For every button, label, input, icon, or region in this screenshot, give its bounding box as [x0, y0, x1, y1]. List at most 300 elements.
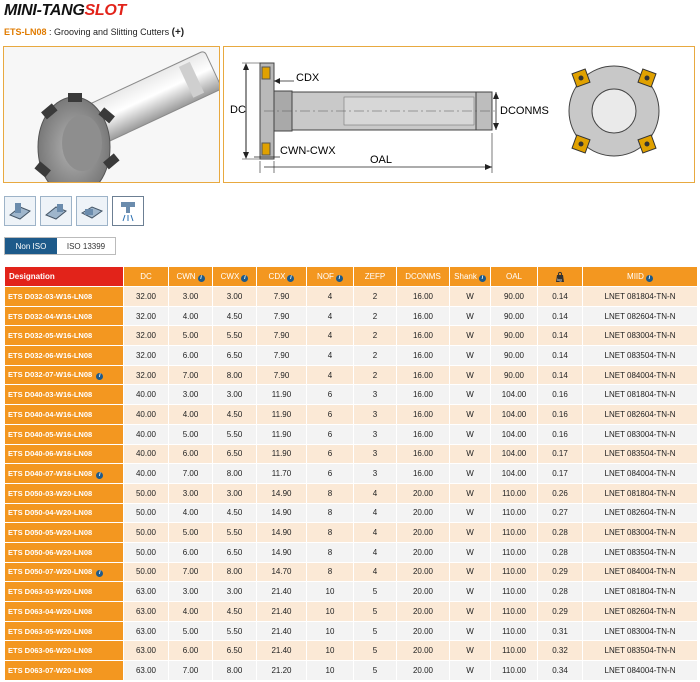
table-cell: 4.00 — [169, 602, 213, 622]
brand-part1: MINI-TANG — [4, 2, 85, 19]
table-cell: 6.00 — [169, 346, 213, 366]
table-cell: W — [450, 444, 491, 464]
table-cell: 5 — [354, 602, 397, 622]
table-cell: 16.00 — [397, 385, 450, 405]
table-cell: 32.00 — [124, 326, 169, 346]
info-icon[interactable]: i — [479, 275, 486, 282]
table-cell: 104.00 — [491, 424, 538, 444]
table-cell: 14.90 — [257, 542, 307, 562]
brand-part2: SLOT — [84, 2, 127, 19]
designation-text[interactable]: ETS D032-07-W16-LN08 — [8, 370, 93, 380]
designation-cell — [5, 306, 124, 326]
table-cell: W — [450, 523, 491, 543]
table-cell: 0.16 — [538, 405, 583, 425]
designation-text[interactable]: ETS D050-06-W20-LN08 — [8, 547, 93, 557]
table-row[interactable] — [5, 424, 698, 444]
table-cell: 10 — [307, 661, 354, 681]
table-cell: 8.00 — [213, 464, 257, 484]
coolant-icon[interactable] — [112, 196, 144, 226]
table-cell: 6 — [307, 405, 354, 425]
table-cell: 63.00 — [124, 582, 169, 602]
table-cell: 50.00 — [124, 542, 169, 562]
table-cell: 63.00 — [124, 621, 169, 641]
cdx-label: CDX — [296, 72, 320, 84]
info-icon[interactable]: i — [336, 275, 343, 282]
spec-table — [4, 266, 698, 681]
table-row[interactable] — [5, 346, 698, 366]
designation-cell — [5, 326, 124, 346]
table-cell: 5.50 — [213, 621, 257, 641]
table-row[interactable] — [5, 444, 698, 464]
designation-text[interactable]: ETS D050-07-W20-LN08 — [8, 566, 93, 576]
info-icon[interactable]: i — [287, 275, 294, 282]
table-cell: LNET 084004-TN-N — [583, 562, 698, 582]
table-cell: 40.00 — [124, 424, 169, 444]
table-cell: 0.14 — [538, 326, 583, 346]
table-cell: LNET 083004-TN-N — [583, 621, 698, 641]
table-cell: 6.50 — [213, 444, 257, 464]
table-cell: 90.00 — [491, 306, 538, 326]
table-cell: 5 — [354, 661, 397, 681]
table-cell: 0.14 — [538, 346, 583, 366]
table-cell: 20.00 — [397, 523, 450, 543]
table-row[interactable] — [5, 287, 698, 307]
table-cell: 7.00 — [169, 464, 213, 484]
table-cell: 8.00 — [213, 661, 257, 681]
table-cell: LNET 082604-TN-N — [583, 306, 698, 326]
table-cell: 6 — [307, 385, 354, 405]
designation-text[interactable]: ETS D050-05-W20-LN08 — [8, 528, 93, 538]
designation-cell — [5, 365, 124, 385]
table-cell: 21.40 — [257, 641, 307, 661]
table-cell: 0.29 — [538, 602, 583, 622]
table-cell: 16.00 — [397, 424, 450, 444]
table-cell: 110.00 — [491, 661, 538, 681]
table-cell: 3.00 — [213, 385, 257, 405]
designation-cell — [5, 385, 124, 405]
table-cell: 4 — [354, 542, 397, 562]
table-cell: LNET 081804-TN-N — [583, 582, 698, 602]
table-cell: 20.00 — [397, 621, 450, 641]
table-cell: 50.00 — [124, 483, 169, 503]
table-cell: 50.00 — [124, 523, 169, 543]
designation-text[interactable]: ETS D032-06-W16-LN08 — [8, 350, 93, 360]
table-row[interactable] — [5, 385, 698, 405]
designation-text[interactable]: ETS D063-03-W20-LN08 — [8, 587, 93, 597]
col-cdx — [257, 267, 307, 287]
table-cell: LNET 082604-TN-N — [583, 503, 698, 523]
table-cell: 110.00 — [491, 503, 538, 523]
designation-text[interactable]: ETS D040-07-W16-LN08 — [8, 468, 93, 478]
designation-cell — [5, 346, 124, 366]
table-cell: W — [450, 464, 491, 484]
col-shank-label: Shank — [454, 271, 477, 281]
table-header — [5, 267, 698, 287]
table-row[interactable] — [5, 562, 698, 582]
table-cell: 40.00 — [124, 405, 169, 425]
col-zefp: ZEFP — [354, 267, 397, 287]
table-cell: 2 — [354, 306, 397, 326]
col-cwx — [213, 267, 257, 287]
table-cell: 3.00 — [213, 287, 257, 307]
table-cell: 0.28 — [538, 523, 583, 543]
table-cell: 21.40 — [257, 621, 307, 641]
table-cell: 7.90 — [257, 365, 307, 385]
designation-cell — [5, 602, 124, 622]
designation-text[interactable]: ETS D050-03-W20-LN08 — [8, 488, 93, 498]
table-cell: 7.90 — [257, 287, 307, 307]
table-cell: 5.00 — [169, 326, 213, 346]
table-cell: 0.31 — [538, 621, 583, 641]
table-cell: W — [450, 326, 491, 346]
expand-plus[interactable]: (+) — [171, 27, 185, 38]
table-cell: 5 — [354, 621, 397, 641]
designation-cell — [5, 562, 124, 582]
table-cell: 21.40 — [257, 602, 307, 622]
table-cell: 3.00 — [169, 385, 213, 405]
designation-text[interactable]: ETS D050-04-W20-LN08 — [8, 508, 93, 518]
weight-icon — [554, 271, 566, 283]
table-cell: 8.00 — [213, 365, 257, 385]
info-icon[interactable]: i — [241, 275, 248, 282]
table-cell: 90.00 — [491, 287, 538, 307]
designation-cell — [5, 424, 124, 444]
cwn-cwx-label: CWN-CWX — [280, 145, 336, 157]
table-cell: 4 — [354, 562, 397, 582]
table-cell: 6.50 — [213, 542, 257, 562]
table-cell: 16.00 — [397, 326, 450, 346]
table-cell: LNET 084004-TN-N — [583, 661, 698, 681]
table-cell: 8 — [307, 562, 354, 582]
table-cell: 3.00 — [213, 582, 257, 602]
table-cell: 0.26 — [538, 483, 583, 503]
table-cell: 110.00 — [491, 582, 538, 602]
table-cell: 4.50 — [213, 602, 257, 622]
table-row[interactable] — [5, 523, 698, 543]
table-cell: W — [450, 405, 491, 425]
shoulder-icon[interactable] — [76, 196, 108, 226]
table-cell: 14.90 — [257, 483, 307, 503]
table-cell: 2 — [354, 346, 397, 366]
table-cell: 4.50 — [213, 405, 257, 425]
table-cell: 50.00 — [124, 503, 169, 523]
table-cell: 32.00 — [124, 306, 169, 326]
table-row[interactable] — [5, 405, 698, 425]
table-cell: 20.00 — [397, 641, 450, 661]
table-cell: 14.70 — [257, 562, 307, 582]
col-nof-label: NOF — [317, 271, 334, 281]
table-cell: 8 — [307, 523, 354, 543]
designation-cell — [5, 523, 124, 543]
table-cell: W — [450, 306, 491, 326]
table-cell: LNET 083504-TN-N — [583, 641, 698, 661]
iso-tabs — [4, 237, 116, 255]
table-cell: 4 — [354, 503, 397, 523]
table-cell: LNET 082604-TN-N — [583, 602, 698, 622]
designation-text[interactable]: ETS D063-07-W20-LN08 — [8, 665, 93, 675]
table-cell: 3.00 — [169, 287, 213, 307]
table-row[interactable] — [5, 602, 698, 622]
table-cell: 110.00 — [491, 641, 538, 661]
tab-non-iso[interactable]: Non ISO — [5, 238, 57, 254]
table-cell: 110.00 — [491, 483, 538, 503]
table-cell: 11.90 — [257, 385, 307, 405]
table-cell: W — [450, 562, 491, 582]
col-cwx-label: CWX — [220, 271, 240, 281]
table-cell: 20.00 — [397, 483, 450, 503]
table-cell: 16.00 — [397, 306, 450, 326]
table-cell: 6.00 — [169, 444, 213, 464]
product-description: Grooving and Slitting Cutters — [54, 27, 170, 37]
table-cell: 63.00 — [124, 602, 169, 622]
table-cell: 20.00 — [397, 542, 450, 562]
table-cell: W — [450, 582, 491, 602]
designation-text[interactable]: ETS D063-04-W20-LN08 — [8, 606, 93, 616]
table-cell: 0.28 — [538, 542, 583, 562]
table-cell: W — [450, 483, 491, 503]
col-dc: DC — [124, 267, 169, 287]
table-cell: 3.00 — [213, 483, 257, 503]
table-row[interactable] — [5, 483, 698, 503]
application-icons — [4, 196, 144, 226]
table-cell: 40.00 — [124, 464, 169, 484]
col-miid-label: MIID — [627, 271, 644, 281]
designation-cell — [5, 661, 124, 681]
info-icon[interactable]: i — [96, 373, 103, 380]
table-cell: W — [450, 621, 491, 641]
designation-cell — [5, 483, 124, 503]
table-cell: 5.00 — [169, 621, 213, 641]
table-cell: 16.00 — [397, 287, 450, 307]
table-row[interactable] — [5, 464, 698, 484]
slotting-icon[interactable] — [4, 196, 36, 226]
designation-text[interactable]: ETS D032-04-W16-LN08 — [8, 311, 93, 321]
table-cell: 0.29 — [538, 562, 583, 582]
designation-text[interactable]: ETS D032-03-W16-LN08 — [8, 291, 93, 301]
table-row[interactable] — [5, 542, 698, 562]
table-cell: 6 — [307, 424, 354, 444]
table-cell: 5.00 — [169, 424, 213, 444]
table-cell: 32.00 — [124, 346, 169, 366]
table-cell: 16.00 — [397, 444, 450, 464]
table-cell: 2 — [354, 365, 397, 385]
info-icon[interactable]: i — [198, 275, 205, 282]
table-cell: 20.00 — [397, 582, 450, 602]
designation-cell — [5, 503, 124, 523]
table-cell: 0.14 — [538, 306, 583, 326]
col-dconms: DCONMS — [397, 267, 450, 287]
table-cell: W — [450, 365, 491, 385]
table-cell: 10 — [307, 602, 354, 622]
table-cell: 20.00 — [397, 562, 450, 582]
technical-drawing — [223, 46, 695, 183]
table-cell: 11.70 — [257, 464, 307, 484]
table-cell: 3 — [354, 405, 397, 425]
designation-cell — [5, 641, 124, 661]
table-cell: 20.00 — [397, 503, 450, 523]
table-row[interactable] — [5, 661, 698, 681]
table-cell: W — [450, 385, 491, 405]
designation-cell — [5, 444, 124, 464]
designation-cell — [5, 405, 124, 425]
table-row[interactable] — [5, 621, 698, 641]
table-cell: 6.50 — [213, 346, 257, 366]
info-icon[interactable]: i — [96, 570, 103, 577]
table-cell: 50.00 — [124, 562, 169, 582]
table-cell: 3 — [354, 464, 397, 484]
cutter-photo — [4, 47, 220, 183]
table-cell: 16.00 — [397, 365, 450, 385]
col-weight — [538, 267, 583, 287]
brand-logo — [4, 2, 126, 22]
table-cell: 104.00 — [491, 444, 538, 464]
table-cell: 5 — [354, 582, 397, 602]
table-cell: 2 — [354, 326, 397, 346]
table-row[interactable] — [5, 365, 698, 385]
table-cell: 0.32 — [538, 641, 583, 661]
table-cell: 110.00 — [491, 602, 538, 622]
table-cell: 10 — [307, 621, 354, 641]
table-cell: W — [450, 503, 491, 523]
table-cell: W — [450, 542, 491, 562]
table-cell: W — [450, 424, 491, 444]
table-row[interactable] — [5, 641, 698, 661]
table-cell: 0.16 — [538, 385, 583, 405]
designation-text[interactable]: ETS D032-05-W16-LN08 — [8, 331, 93, 341]
product-code: ETS-LN08 — [4, 27, 47, 37]
table-cell: W — [450, 602, 491, 622]
table-cell: 3 — [354, 385, 397, 405]
table-cell: 0.17 — [538, 464, 583, 484]
table-cell: 4 — [307, 326, 354, 346]
dimension-drawing — [224, 47, 695, 183]
table-cell: 110.00 — [491, 562, 538, 582]
table-cell: 7.00 — [169, 661, 213, 681]
table-cell: LNET 082604-TN-N — [583, 405, 698, 425]
table-cell: 32.00 — [124, 365, 169, 385]
weight-icon-text: kg — [557, 276, 562, 282]
table-cell: 10 — [307, 641, 354, 661]
info-icon[interactable]: i — [96, 472, 103, 479]
col-nof — [307, 267, 354, 287]
table-cell: 8 — [307, 503, 354, 523]
table-cell: 3.00 — [169, 582, 213, 602]
table-cell: 6 — [307, 444, 354, 464]
col-oal: OAL — [491, 267, 538, 287]
table-cell: 11.90 — [257, 424, 307, 444]
table-cell: 0.14 — [538, 365, 583, 385]
table-cell: 90.00 — [491, 326, 538, 346]
table-cell: 4.50 — [213, 503, 257, 523]
table-cell: 90.00 — [491, 346, 538, 366]
table-row[interactable] — [5, 306, 698, 326]
table-cell: 3.00 — [169, 483, 213, 503]
tab-iso-13399[interactable]: ISO 13399 — [57, 238, 115, 254]
designation-cell — [5, 287, 124, 307]
table-cell: 110.00 — [491, 542, 538, 562]
designation-cell — [5, 582, 124, 602]
dc-label: DC — [230, 104, 246, 116]
table-cell: 7.90 — [257, 346, 307, 366]
table-cell: 4 — [354, 523, 397, 543]
table-cell: LNET 083504-TN-N — [583, 444, 698, 464]
table-cell: 7.00 — [169, 365, 213, 385]
col-designation: Designation — [5, 267, 124, 287]
table-cell: W — [450, 641, 491, 661]
table-cell: 32.00 — [124, 287, 169, 307]
table-cell: 21.20 — [257, 661, 307, 681]
table-cell: 0.16 — [538, 424, 583, 444]
table-cell: 20.00 — [397, 661, 450, 681]
table-cell: 4.00 — [169, 503, 213, 523]
table-cell: 16.00 — [397, 464, 450, 484]
table-cell: 6.50 — [213, 641, 257, 661]
designation-text[interactable]: ETS D063-05-W20-LN08 — [8, 626, 93, 636]
table-body — [5, 287, 698, 681]
designation-cell — [5, 621, 124, 641]
col-cwn-label: CWN — [176, 271, 196, 281]
table-row[interactable] — [5, 326, 698, 346]
page-subtitle — [4, 27, 184, 38]
table-cell: W — [450, 346, 491, 366]
col-cwn — [169, 267, 213, 287]
table-cell: LNET 081804-TN-N — [583, 287, 698, 307]
table-cell: 110.00 — [491, 523, 538, 543]
table-cell: 5.50 — [213, 326, 257, 346]
table-cell: LNET 083504-TN-N — [583, 542, 698, 562]
table-cell: 5.00 — [169, 523, 213, 543]
designation-text[interactable]: ETS D040-04-W16-LN08 — [8, 409, 93, 419]
designation-text[interactable]: ETS D040-05-W16-LN08 — [8, 429, 93, 439]
info-icon[interactable]: i — [646, 275, 653, 282]
dconms-label: DCONMS — [500, 105, 549, 117]
table-cell: 20.00 — [397, 602, 450, 622]
table-cell: 63.00 — [124, 641, 169, 661]
oal-label: OAL — [370, 154, 393, 166]
designation-text[interactable]: ETS D040-06-W16-LN08 — [8, 449, 93, 459]
table-cell: 5.50 — [213, 424, 257, 444]
table-cell: 6 — [307, 464, 354, 484]
table-cell: 40.00 — [124, 385, 169, 405]
table-cell: 3 — [354, 444, 397, 464]
table-row[interactable] — [5, 582, 698, 602]
table-cell: W — [450, 661, 491, 681]
table-cell: 8 — [307, 483, 354, 503]
table-row[interactable] — [5, 503, 698, 523]
table-cell: 63.00 — [124, 661, 169, 681]
subtitle-separator: : — [46, 27, 55, 37]
table-cell: 0.27 — [538, 503, 583, 523]
table-cell: 5.50 — [213, 523, 257, 543]
table-cell: 10 — [307, 582, 354, 602]
table-cell: 2 — [354, 287, 397, 307]
table-cell: 7.90 — [257, 326, 307, 346]
designation-text[interactable]: ETS D063-06-W20-LN08 — [8, 646, 93, 656]
grooving-icon[interactable] — [40, 196, 72, 226]
table-cell: 4.00 — [169, 306, 213, 326]
table-cell: 0.34 — [538, 661, 583, 681]
col-cdx-label: CDX — [268, 271, 286, 281]
table-cell: 3 — [354, 424, 397, 444]
table-cell: 7.90 — [257, 306, 307, 326]
designation-cell — [5, 542, 124, 562]
table-cell: 4.00 — [169, 405, 213, 425]
table-cell: 104.00 — [491, 405, 538, 425]
designation-text[interactable]: ETS D040-03-W16-LN08 — [8, 390, 93, 400]
table-cell: 4 — [307, 346, 354, 366]
table-cell: 4.50 — [213, 306, 257, 326]
table-cell: 40.00 — [124, 444, 169, 464]
